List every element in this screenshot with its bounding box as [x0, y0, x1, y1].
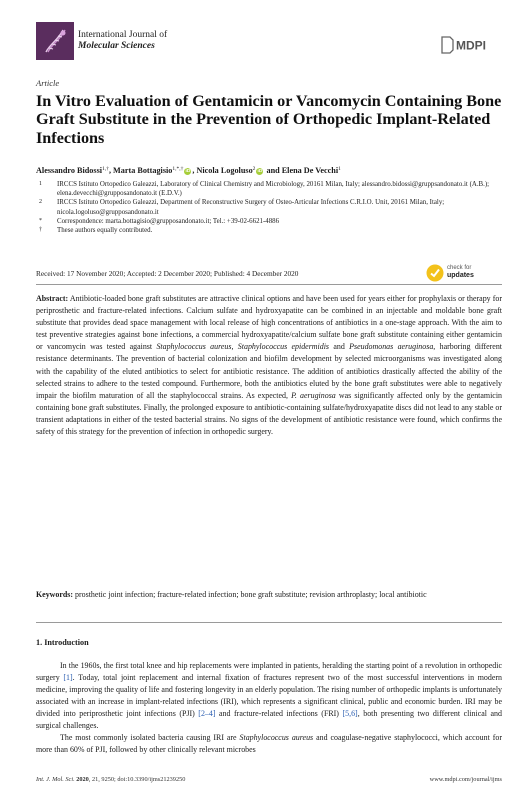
body-text: , both presenting two different clinical and surgical challenges.	[36, 709, 502, 731]
footer-journal: Int. J. Mol. Sci.	[36, 776, 75, 783]
footer-year: 2020	[76, 776, 89, 783]
affiliation-text: IRCCS Istituto Ortopedico Galeazzi, Department of Reconstructive Surgery of Osteo-Articular Infections C.R.I.O. Unit, 20161 Milan, Italy; nicola.logoluso@grupposandonato.it	[57, 199, 445, 216]
keywords-text: prosthetic joint infection; fracture-related infection; bone graft substitute; revision arthroplasty; local antibiotic	[73, 590, 427, 599]
abstract-text: and	[329, 342, 350, 352]
author-separator: and	[264, 166, 282, 175]
abstract-text: ,	[231, 342, 238, 352]
organism-name: P. aeruginosa	[291, 390, 336, 400]
journal-name-line2: Molecular Sciences	[78, 41, 155, 51]
check-for-label: check for	[447, 265, 472, 271]
affiliation-mark: 1	[39, 181, 42, 187]
footer-url-link[interactable]: www.mdpi.com/journal/ijms	[429, 776, 502, 783]
publication-dates: Received: 17 November 2020; Accepted: 2 December 2020; Published: 4 December 2020	[36, 269, 299, 278]
keywords-label: Keywords:	[36, 590, 74, 599]
journal-header	[36, 22, 498, 66]
body-text: . Today, total joint replacement and internal fixation of fractures represent two of the most successful interventions in modern medicine, improving the quality of life and fostering longevity in an elderly population. The rising number of orthopedic implants is unfortunately associated with an increase in implant-related infections (IRI), which represents a significant clinical, public and economic burden. IRI may be divided into periprosthetic joint infections (PJI)	[36, 673, 502, 719]
article-title: In Vitro Evaluation of Gentamicin or Vancomycin Containing Bone Graft Substitute in the Prevention of Orthopedic Implant-Related Infections	[36, 92, 502, 147]
article-type: Article	[36, 78, 60, 88]
divider	[36, 622, 502, 623]
author-name[interactable]: Marta Bottagisio	[113, 166, 173, 175]
affiliation-item	[36, 198, 506, 216]
author-affiliation-mark: 2	[252, 166, 256, 172]
abstract-text: Antibiotic-loaded bone graft substitutes are attractive clinical options and have been used for years either for prophylaxis or therapy for periprosthetic and fracture-related infections. Calcium sulfate and hydroxyapatite can be combined in an injectable and moldable bone graft substitute that provides dead space management with local release of high concentrations of antibiotics in a one-stage approach. With the aim to test preventive strategies against bone infections, a commercial hydroxyapatite/calcium sulfate bone graft substitute containing either gentamicin or vancomycin was tested against	[36, 294, 502, 352]
footer-citation	[36, 776, 185, 783]
organism-name: Staphylococcus aureus	[239, 733, 314, 743]
author-affiliation-mark: 1,*,†	[172, 166, 184, 172]
author-name[interactable]: Nicola Logoluso	[196, 166, 253, 175]
author-list	[36, 164, 506, 176]
body-text: and coagulase-negative staphylococci, which account for more than 60% of PJI, followed by other clinically relevant microbes	[36, 733, 502, 755]
affiliations	[36, 180, 506, 235]
mdpi-logo-text: MDPI	[456, 38, 486, 53]
section-title: 1. Introduction	[36, 638, 89, 647]
author-name[interactable]: Alessandro Bidossi	[36, 166, 103, 175]
equal-contribution-text: These authors equally contributed.	[57, 227, 153, 235]
journal-name	[78, 30, 167, 52]
abstract	[36, 293, 502, 438]
citation-link[interactable]: [1]	[63, 673, 73, 683]
page-footer	[36, 776, 502, 783]
divider	[36, 284, 502, 285]
check-for-updates-icon	[426, 264, 444, 282]
paragraph	[36, 660, 502, 732]
abstract-label: Abstract:	[36, 294, 69, 303]
body-text: and fracture-related infections (FRI)	[215, 709, 343, 719]
affiliation-item	[36, 180, 506, 198]
journal-logo-icon	[36, 22, 74, 60]
citation-link[interactable]: [2–4]	[198, 709, 216, 719]
abstract-text: was significantly affected only by the gentamicin containing bone graft substitutes. Finally, the prolonged exposure to antibiotic-containing sulfate/hydroxyapatite discs did not lead to any stable or transient adaptations in either of the tested bacterial strains. No signs of the development of antibiotic resistance were found, which confirms the safety of this strategy for the prevention of infection in orthopedic surgery.	[36, 390, 502, 437]
check-for-updates-button[interactable]	[426, 262, 502, 284]
citation-link[interactable]: [5,6]	[342, 709, 358, 719]
keywords	[36, 589, 502, 601]
mdpi-logo-icon[interactable]	[440, 36, 498, 54]
organism-name: Pseudomonas aeruginosa	[349, 342, 434, 352]
paragraph	[36, 732, 502, 756]
body-text: The most commonly isolated bacteria causing IRI are	[60, 733, 240, 743]
body-text: In the 1960s, the first total knee and hip replacements were implanted in patients, heralding the starting point of a revolution in orthopedic surgery	[36, 661, 502, 683]
affiliation-text: IRCCS Istituto Ortopedico Galeazzi, Laboratory of Clinical Chemistry and Microbiology, 20161 Milan, Italy; alessandro.bidossi@gruppsandonato.it (A.B.); elena.devecchi@grupposandonato.it (E.D.V.)	[57, 181, 490, 198]
orcid-icon[interactable]: iD	[185, 169, 191, 174]
organism-name: Staphylococcus aureus	[156, 342, 232, 352]
correspondence	[36, 217, 506, 226]
author-separator: ,	[192, 166, 197, 175]
footer-doi: , 21, 9250; doi:10.3390/ijms21239250	[88, 776, 186, 783]
author-affiliation-mark: 1	[338, 166, 341, 172]
abstract-text: , harboring different resistance determinants. The prevention of bacterial colonization and biofilm development by selected microorganisms was investigated along with the capability of the eluted antibiotics to select for antibiotic resistance. The addition of antibiotics drastically affected the ability of the selected strains to adhere to the tested compound. Furthermore, both the antibiotics eluted by the bone graft substitutes were able to negatively impair the biofilm maturation of all the staphylococcal strains. As expected,	[36, 342, 502, 400]
affiliation-mark: †	[39, 227, 42, 234]
correspondence-text: Correspondence: marta.bottagisio@grupposandonato.it; Tel.: +39-02-6621-4886	[57, 217, 280, 225]
author-separator: ,	[108, 166, 114, 175]
affiliation-mark: 2	[39, 199, 42, 206]
author-affiliation-mark: 1,†	[102, 166, 109, 172]
affiliation-mark: *	[39, 217, 42, 224]
updates-label: updates	[447, 272, 474, 279]
author-name[interactable]: Elena De Vecchi	[281, 166, 339, 175]
equal-contribution-note	[36, 226, 506, 235]
introduction-text	[36, 660, 502, 756]
journal-name-line1: International Journal of	[78, 30, 168, 40]
organism-name: Staphylococcus epidermidis	[237, 342, 329, 352]
orcid-icon[interactable]: iD	[257, 169, 263, 174]
